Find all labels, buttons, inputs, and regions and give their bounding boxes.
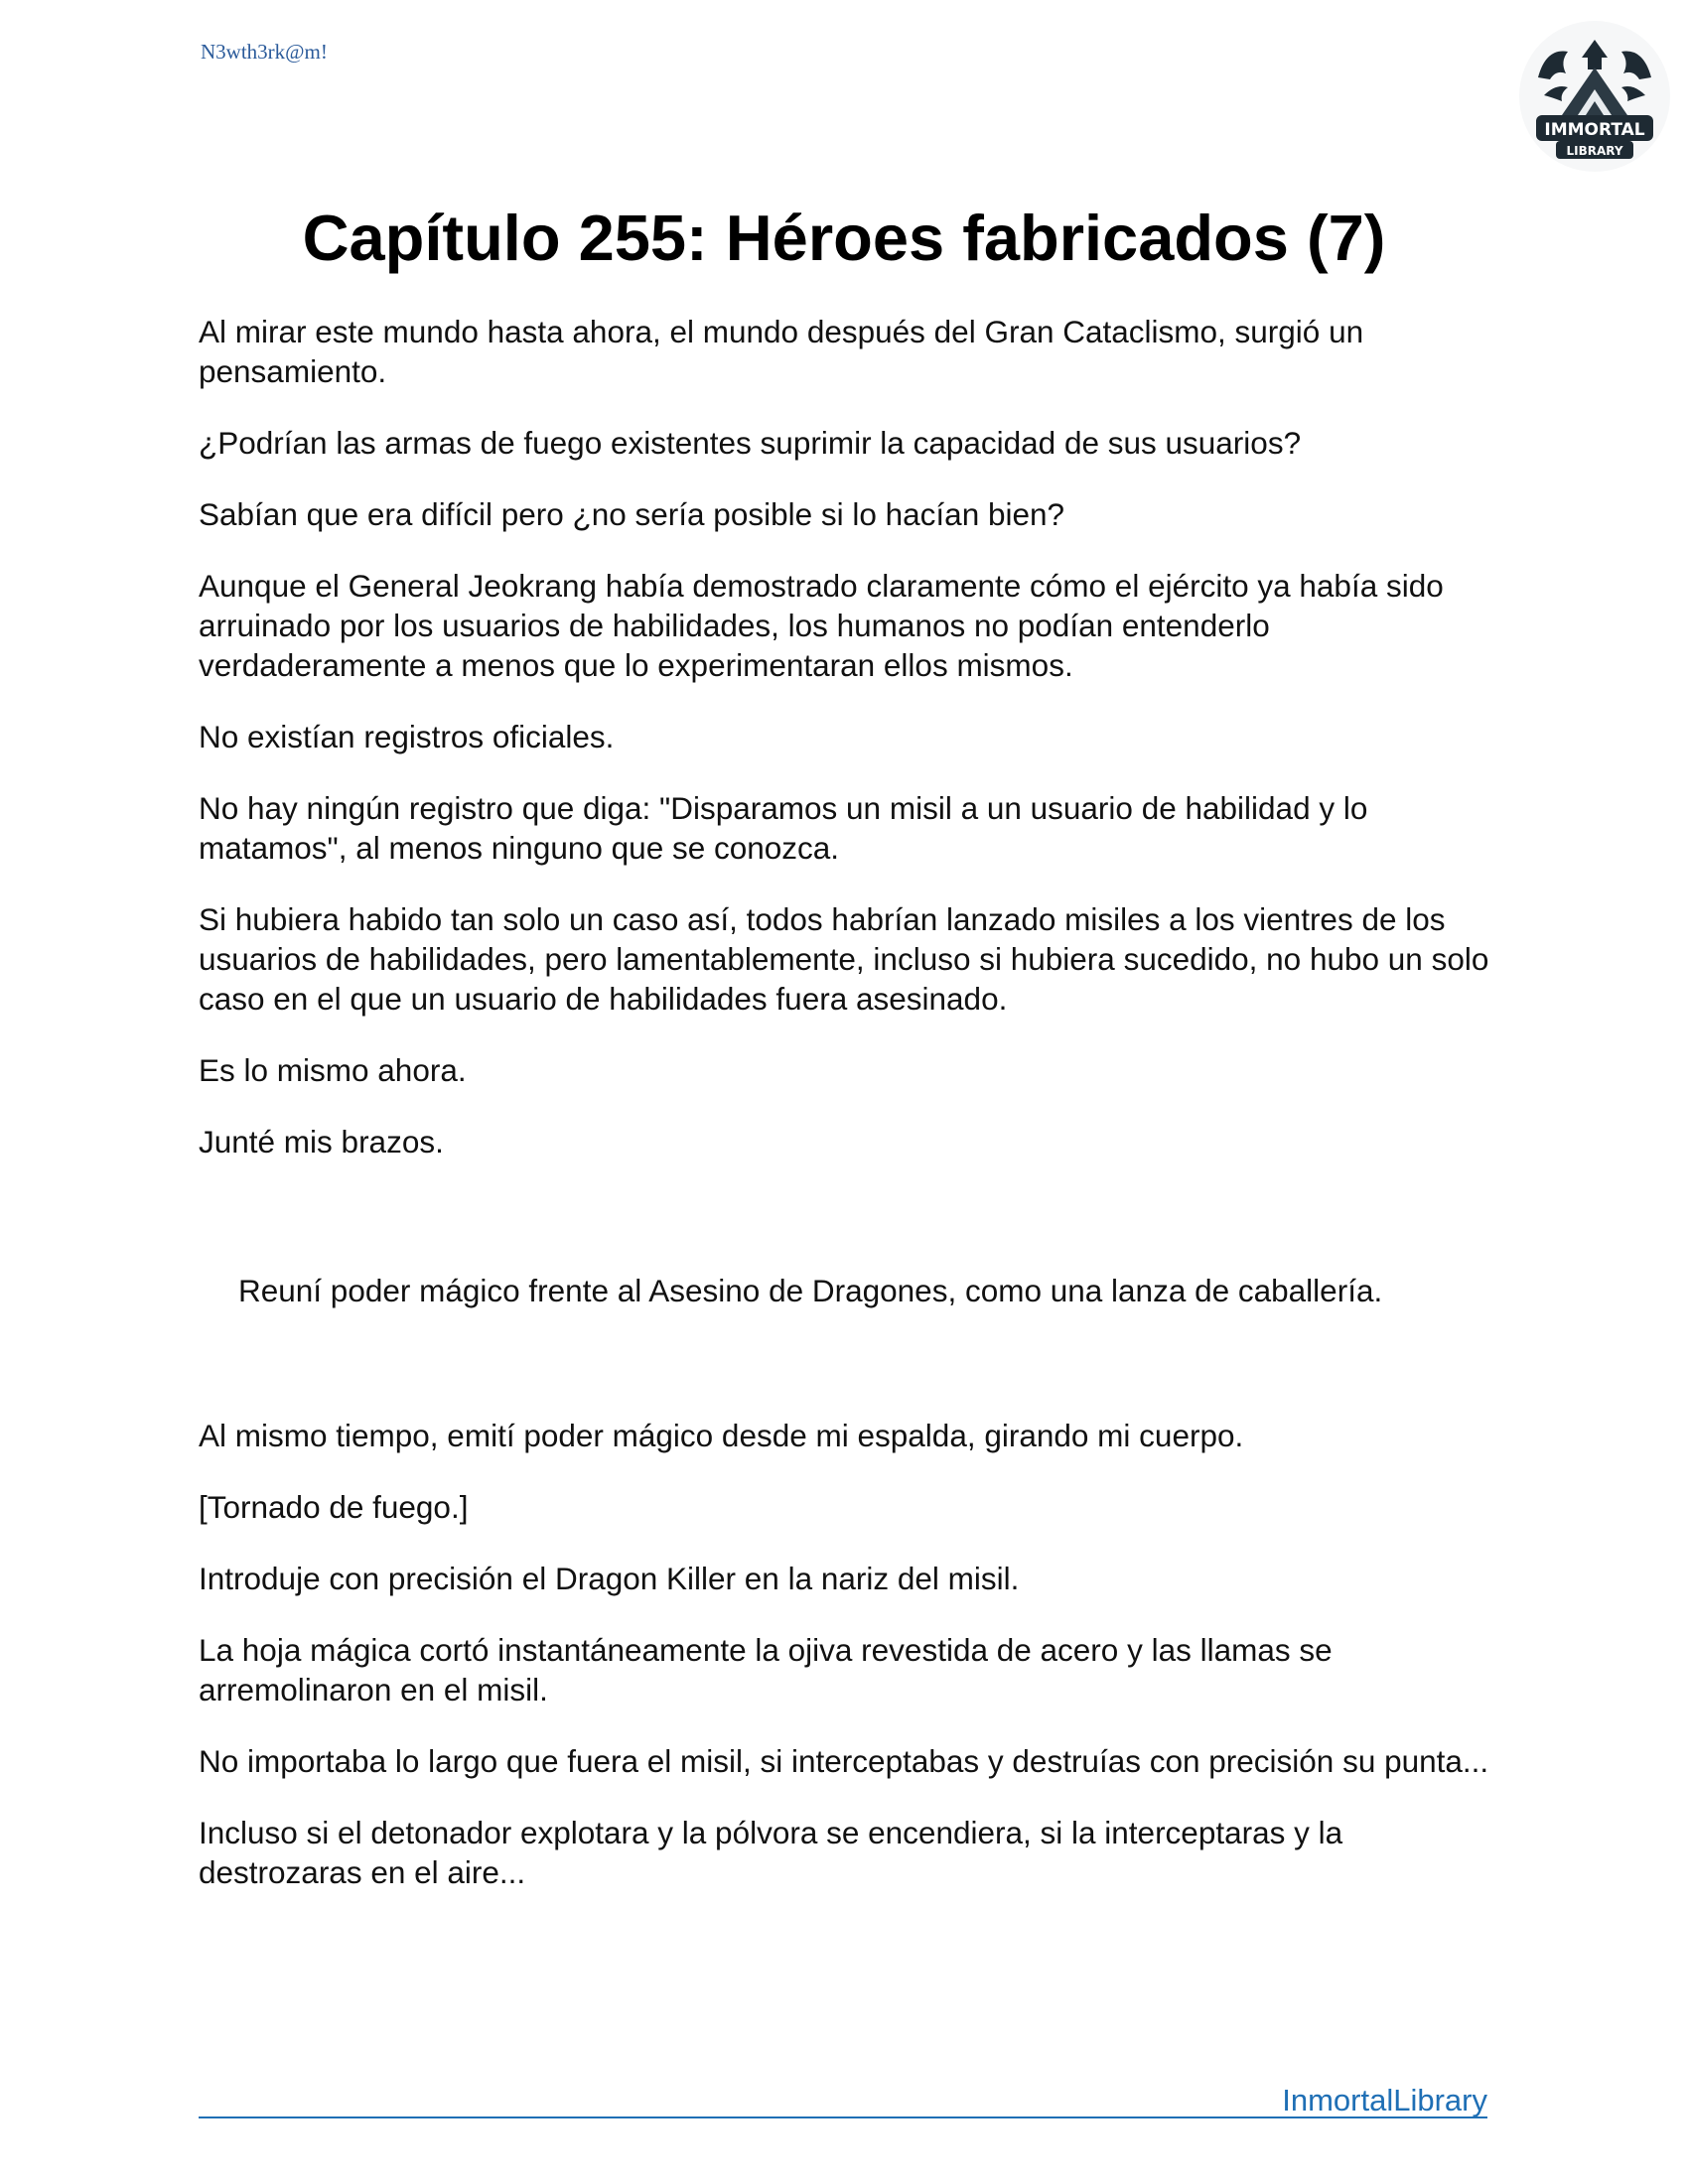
chapter-title: Capítulo 255: Héroes fabricados (7) bbox=[302, 202, 1386, 274]
footer-link[interactable]: InmortalLibrary bbox=[1282, 2083, 1487, 2117]
paragraph-indented: Reuní poder mágico frente al Asesino de Dragones, como una lanza de caballería. bbox=[238, 1273, 1383, 1308]
paragraph: No importaba lo largo que fuera el misil, si interceptabas y destruías con precisión su punta... bbox=[199, 1743, 1489, 1779]
paragraph: ¿Podrían las armas de fuego existentes suprimir la capacidad de sus usuarios? bbox=[199, 425, 1302, 461]
logo-line1: IMMORTAL bbox=[1544, 120, 1645, 140]
paragraph: La hoja mágica cortó instantáneamente la ojiva revestida de acero y las llamas se arremolinaron en el misil. bbox=[199, 1632, 1333, 1707]
paragraph: No existían registros oficiales. bbox=[199, 719, 615, 754]
paragraph: Incluso si el detonador explotara y la pólvora se encendiera, si la interceptaras y la destrozaras en el aire... bbox=[199, 1815, 1343, 1890]
logo-graphic bbox=[1516, 18, 1673, 175]
immortal-library-logo bbox=[1516, 18, 1673, 175]
paragraph: Al mismo tiempo, emití poder mágico desde mi espalda, girando mi cuerpo. bbox=[199, 1418, 1244, 1453]
logo-line2: LIBRARY bbox=[1566, 144, 1623, 158]
paragraph: Introduje con precisión el Dragon Killer en la nariz del misil. bbox=[199, 1561, 1020, 1596]
paragraph: Aunque el General Jeokrang había demostrado claramente cómo el ejército ya había sido arruinado por los usuarios de habilidades, los humanos no podían entenderlo verdaderamente a menos que lo experimentaran ellos mismos. bbox=[199, 568, 1444, 683]
paragraph: Al mirar este mundo hasta ahora, el mundo después del Gran Cataclismo, surgió un pensamiento. bbox=[199, 314, 1364, 389]
chapter-body bbox=[199, 312, 1489, 1924]
paragraph: No hay ningún registro que diga: "Disparamos un misil a un usuario de habilidad y lo matamos", al menos ninguno que se conozca. bbox=[199, 790, 1368, 866]
paragraph: Sabían que era difícil pero ¿no sería posible si lo hacían bien? bbox=[199, 496, 1065, 532]
paragraph: Si hubiera habido tan solo un caso así, todos habrían lanzado misiles a los vientres de los usuarios de habilidades, pero lamentablemente, incluso si hubiera sucedido, no hubo un solo caso en el que un usuario de habilidades fuera asesinado. bbox=[199, 901, 1489, 1017]
paragraph: [Tornado de fuego.] bbox=[199, 1489, 469, 1525]
paragraph: Junté mis brazos. bbox=[199, 1124, 444, 1160]
paragraph: Es lo mismo ahora. bbox=[199, 1052, 467, 1088]
header-tag: N3wth3rk@m! bbox=[201, 40, 328, 64]
